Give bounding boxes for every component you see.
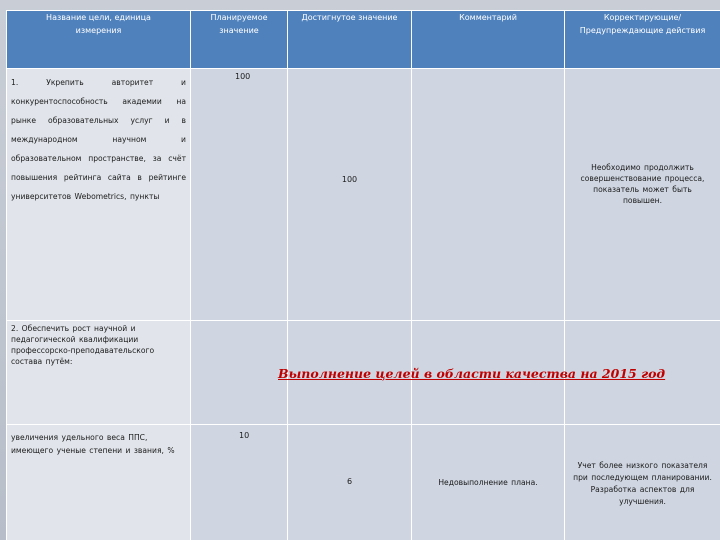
goal-text: 1. Укрепить авторитет и конкурентоспособность академии на рынке образовательных услуг и в международном научном и образовательном пространстве, за счёт повышения рейтинга сайта в рейтинге университетов Webometrics, пункты <box>11 78 186 201</box>
achieved-cell <box>288 69 412 321</box>
comment-text <box>412 69 564 72</box>
achieved-value: 100 <box>341 174 358 184</box>
actions-cell <box>565 69 720 321</box>
table-row <box>7 425 720 540</box>
goal-cell <box>7 425 191 540</box>
achieved-cell <box>288 425 412 540</box>
actions-text: Учет более низкого показателя при последующем планировании. Разработка аспектов для улучшения. <box>573 461 712 506</box>
planned-cell <box>191 321 288 425</box>
header-goal-name: Название цели, единица измерения <box>7 11 191 69</box>
header-achieved-value: Достигнутое значение <box>288 11 412 69</box>
goal-text: 2. Обеспечить рост научной и педагогической квалификации профессорско-преподавательского состава путём: <box>11 324 155 366</box>
actions-text <box>565 321 720 325</box>
actions-cell <box>565 425 720 540</box>
goal-cell <box>7 321 191 425</box>
header-planned-value: Планируемое значение <box>191 11 288 69</box>
comment-text: Недовыполнение плана. <box>438 478 538 487</box>
planned-value: 100 <box>235 72 251 81</box>
table-header-row <box>7 11 720 69</box>
comment-cell <box>412 425 565 540</box>
goal-text: увеличения удельного веса ППС, имеющего ученые степени и звания, % <box>11 433 175 455</box>
planned-cell <box>191 425 288 540</box>
actions-text: Необходимо продолжить совершенствование процесса, показатель может быть повышен. <box>580 162 705 205</box>
comment-text <box>412 321 564 325</box>
planned-cell <box>191 69 288 321</box>
achieved-value: 6 <box>346 477 353 486</box>
comment-cell <box>412 69 565 321</box>
header-comment: Комментарий <box>412 11 565 69</box>
planned-value: 10 <box>239 431 250 440</box>
header-actions: Корректирующие/ Предупреждающие действия <box>565 11 720 69</box>
quality-goals-table <box>6 10 720 540</box>
goal-cell <box>7 69 191 321</box>
slide-caption: Выполнение целей в области качества на 2015 год <box>278 366 666 381</box>
table-row <box>7 69 720 321</box>
